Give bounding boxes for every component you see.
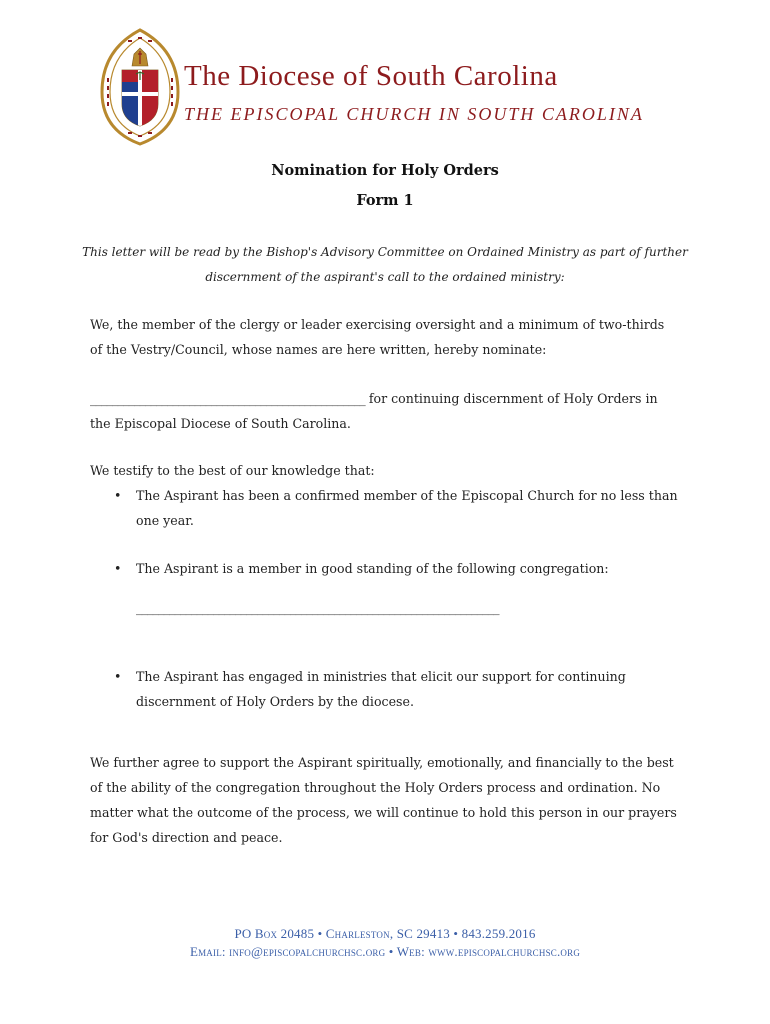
list-item [114, 483, 684, 533]
org-title: The Diocese of South Carolina [184, 60, 558, 92]
support-paragraph: We further agree to support the Aspirant spiritually, emotionally, and financially to the best of the ability of the congregation throughout the Holy Orders process and ordination. No matter what the outcome of the process, we will continue to hold this person in our prayers for God's direction and peace. [90, 755, 677, 845]
intro-line-2: discernment of the aspirant's call to the ordained ministry: [205, 270, 565, 284]
bullet-icon: • [114, 561, 122, 576]
bullet-icon: • [114, 669, 122, 684]
bullet-text-confirmed-member: The Aspirant has been a confirmed member of the Episcopal Church for no less than one year. [136, 488, 678, 528]
diocese-seal-logo [98, 26, 182, 148]
list-item [114, 664, 684, 714]
bullet-icon: • [114, 488, 122, 503]
nominee-name-blank[interactable]: __________________________________________________ [90, 391, 365, 406]
nominee-paragraph [90, 386, 680, 436]
congregation-blank[interactable]: __________________________________________________________________ [136, 600, 499, 615]
footer-address: PO Box 20485 • Charleston, SC 29413 • 843.259.2016 [234, 926, 536, 941]
org-subtitle: THE EPISCOPAL CHURCH IN SOUTH CAROLINA [184, 104, 644, 124]
form-label: Form 1 [356, 192, 414, 209]
intro-line-1: This letter will be read by the Bishop's Advisory Committee on Ordained Ministry as part of further [82, 245, 688, 259]
bullet-text-good-standing: The Aspirant is a member in good standing of the following congregation: [136, 561, 609, 576]
document-title: Nomination for Holy Orders [271, 162, 499, 179]
list-item [114, 556, 684, 581]
testify-paragraph: We testify to the best of our knowledge that: [90, 463, 375, 478]
nomination-paragraph: We, the member of the clergy or leader exercising oversight and a minimum of two-thirds of the Vestry/Council, whose names are here written, hereby nominate: [90, 317, 665, 357]
intro-text [80, 240, 690, 290]
footer-contact: Email: info@episcopalchurchsc.org • Web: www.episcopalchurchsc.org [189, 944, 581, 959]
bullet-text-ministries: The Aspirant has engaged in ministries that elicit our support for continuing discernment of Holy Orders by the diocese. [136, 669, 626, 709]
nominee-paragraph-text: for continuing discernment of Holy Orders in the Episcopal Diocese of South Carolina. [90, 391, 658, 431]
